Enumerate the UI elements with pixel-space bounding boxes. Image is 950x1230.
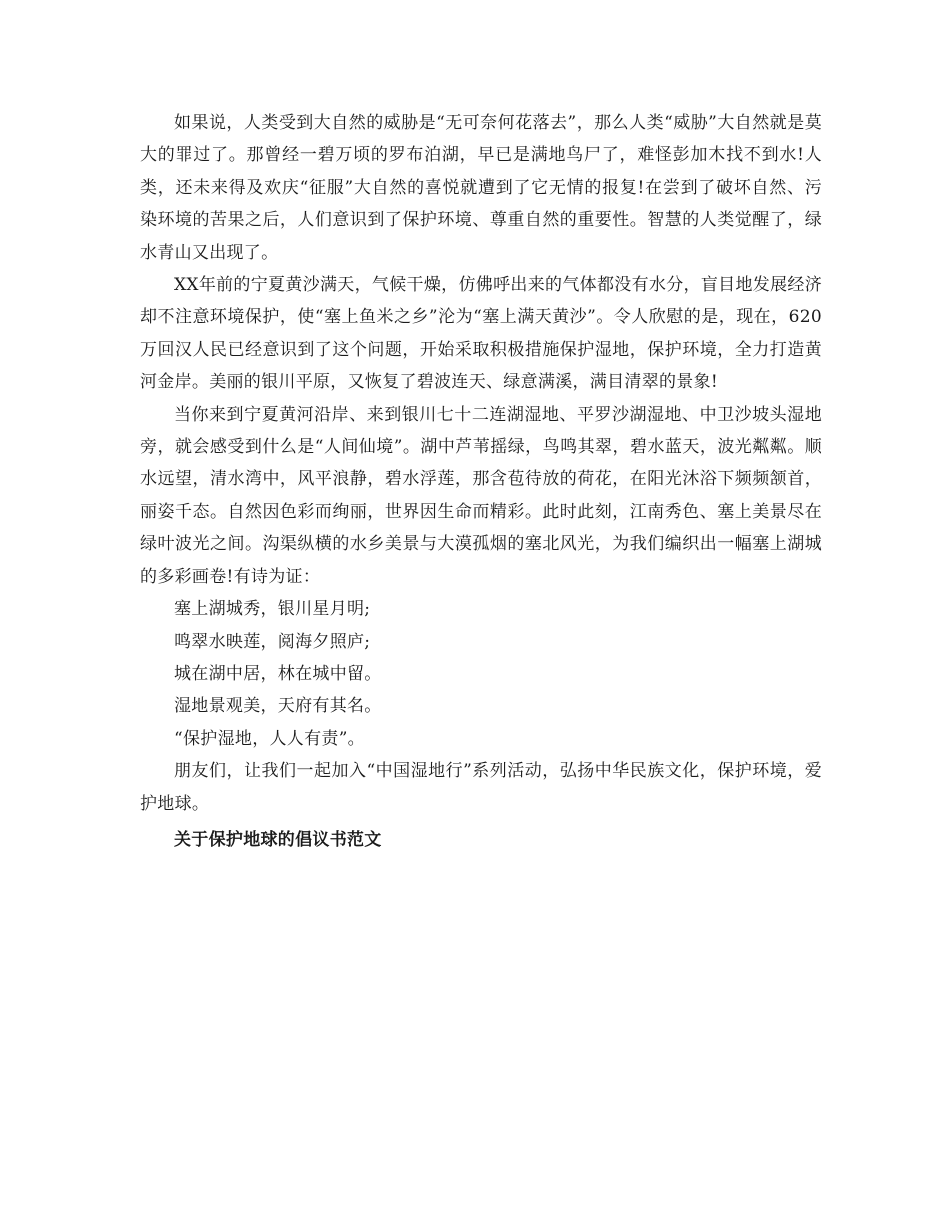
paragraph-2: XX年前的宁夏黄沙满天，气候干燥，仿佛呼出来的气体都没有水分，盲目地发展经济却不注意环境保护，使“塞上鱼米之乡”沦为“塞上满天黄沙”。令人欣慰的是，现在，620万回汉人民已经意识到了这个问题，开始采取积极措施保护湿地，保护环境，全力打造黄河金岸。美丽的银川平原，又恢复了碧波连天、绿意满溪，满目清翠的景象! [140, 275, 822, 393]
document-page [140, 107, 822, 856]
poem-line: “保护湿地，人人有责”。 [174, 728, 365, 749]
poem-line: 鸣翠水映莲，阅海夕照庐; [174, 631, 371, 652]
poem-line: 城在湖中居，林在城中留。 [174, 663, 382, 684]
paragraph-4: 朋友们，让我们一起加入“中国湿地行”系列活动，弘扬中华民族文化，保护环境，爱护地球。 [140, 761, 822, 814]
paragraph-3: 当你来到宁夏黄河沿岸、来到银川七十二连湖湿地、平罗沙湖湿地、中卫沙坡头湿地旁，就会感受到什么是“人间仙境”。湖中芦苇摇绿，鸟鸣其翠，碧水蓝天，波光粼粼。顺水远望，清水湾中，风平浪静，碧水浮莲，那含苞待放的荷花，在阳光沐浴下频频颔首，丽姿千态。自然因色彩而绚丽，世界因生命而精彩。此时此刻，江南秀色、塞上美景尽在绿叶波光之间。沟渠纵横的水乡美景与大漠孤烟的塞北风光，为我们编织出一幅塞上湖城的多彩画卷!有诗为证： [140, 404, 822, 587]
paragraph-1: 如果说，人类受到大自然的威胁是“无可奈何花落去”，那么人类“威胁”大自然就是莫大的罪过了。那曾经一碧万顷的罗布泊湖，早已是满地鸟尸了，难怪彭加木找不到水!人类，还未来得及欢庆“征服”大自然的喜悦就遭到了它无情的报复!在尝到了破坏自然、污染环境的苦果之后，人们意识到了保护环境、尊重自然的重要性。智慧的人类觉醒了，绿水青山又出现了。 [140, 113, 822, 263]
poem-line: 湿地景观美，天府有其名。 [174, 696, 382, 717]
poem-line: 塞上湖城秀，银川星月明; [174, 599, 371, 620]
section-heading: 关于保护地球的倡议书范文 [174, 829, 382, 850]
